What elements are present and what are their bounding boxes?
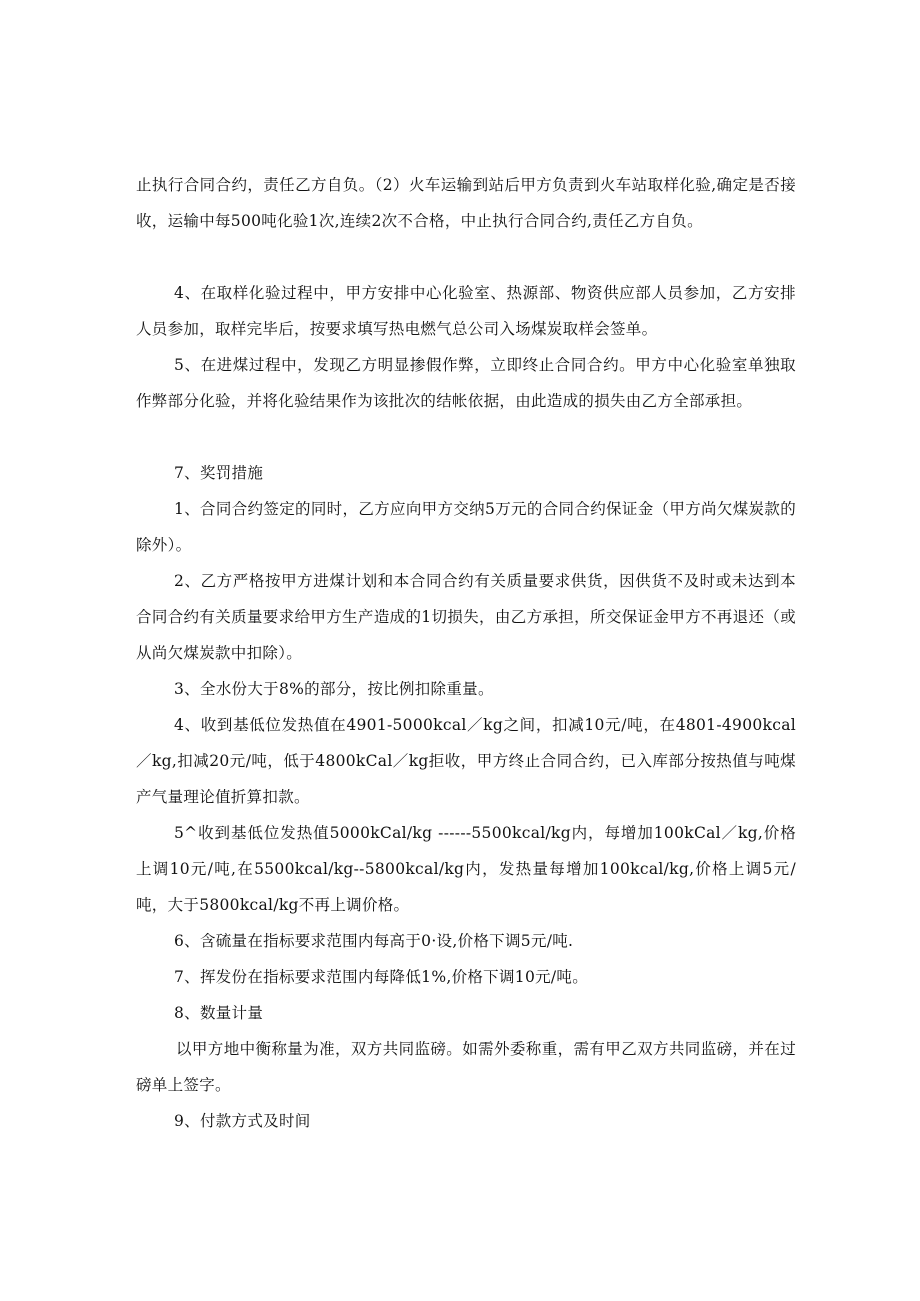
paragraph-weighing: 以甲方地中衡称量为准，双方共同监磅。如需外委称重，需有甲乙双方共同监磅，并在过磅单上签字。 xyxy=(136,1040,796,1094)
section-heading-quantity: 8、数量计量 xyxy=(174,1004,264,1022)
paragraph-item-6-sulfur: 6、含硫量在指标要求范围内每高于0·设,价格下调5元/吨. xyxy=(174,932,574,950)
paragraph-item-5-price-adjust: 5^收到基低位发热值5000kCal/kg ------5500kcal/kg内，每增加100kCal／kg,价格上调10元/吨,在5500kcal/kg--5800kcal/kg内，发热量每增加100kcal/kg,价格上调5元/吨，大于5800kcal/kg不再上调价格。 xyxy=(136,824,796,914)
paragraph-continuation: 止执行合同合约，责任乙方自负。（2）火车运输到站后甲方负责到火车站取样化验,确定是否接收，运输中每500吨化验1次,连续2次不合格，中止执行合同合约,责任乙方自负。 xyxy=(136,176,796,230)
paragraph-item-1-deposit: 1、合同合约签定的同时，乙方应向甲方交纳5万元的合同合约保证金（甲方尚欠煤炭款的除外）。 xyxy=(136,500,796,554)
paragraph-item-5-fraud: 5、在进煤过程中，发现乙方明显掺假作弊，立即终止合同合约。甲方中心化验室单独取作弊部分化验，并将化验结果作为该批次的结帐依据，由此造成的损失由乙方全部承担。 xyxy=(136,356,796,410)
section-heading-rewards-penalties: 7、奖罚措施 xyxy=(174,464,264,482)
paragraph-item-4-sampling: 4、在取样化验过程中，甲方安排中心化验室、热源部、物资供应部人员参加，乙方安排人员参加，取样完毕后，按要求填写热电燃气总公司入场煤炭取样会签单。 xyxy=(136,284,796,338)
paragraph-item-2-supply: 2、乙方严格按甲方进煤计划和本合同合约有关质量要求供货，因供货不及时或未达到本合同合约有关质量要求给甲方生产造成的1切损失，由乙方承担，所交保证金甲方不再退还（或从尚欠煤炭款中扣除）。 xyxy=(136,572,796,662)
paragraph-item-4-calorific: 4、收到基低位发热值在4901-5000kcal／kg之间，扣减10元/吨，在4801-4900kcal／kg,扣减20元/吨，低于4800kCal／kg拒收，甲方终止合同合约，已入库部分按热值与吨煤产气量理论值折算扣款。 xyxy=(136,716,796,806)
section-heading-payment: 9、付款方式及时间 xyxy=(174,1112,311,1130)
paragraph-item-3-moisture: 3、全水份大于8%的部分，按比例扣除重量。 xyxy=(174,680,494,698)
paragraph-item-7-volatile: 7、挥发份在指标要求范围内每降低1%,价格下调10元/吨。 xyxy=(174,968,589,986)
